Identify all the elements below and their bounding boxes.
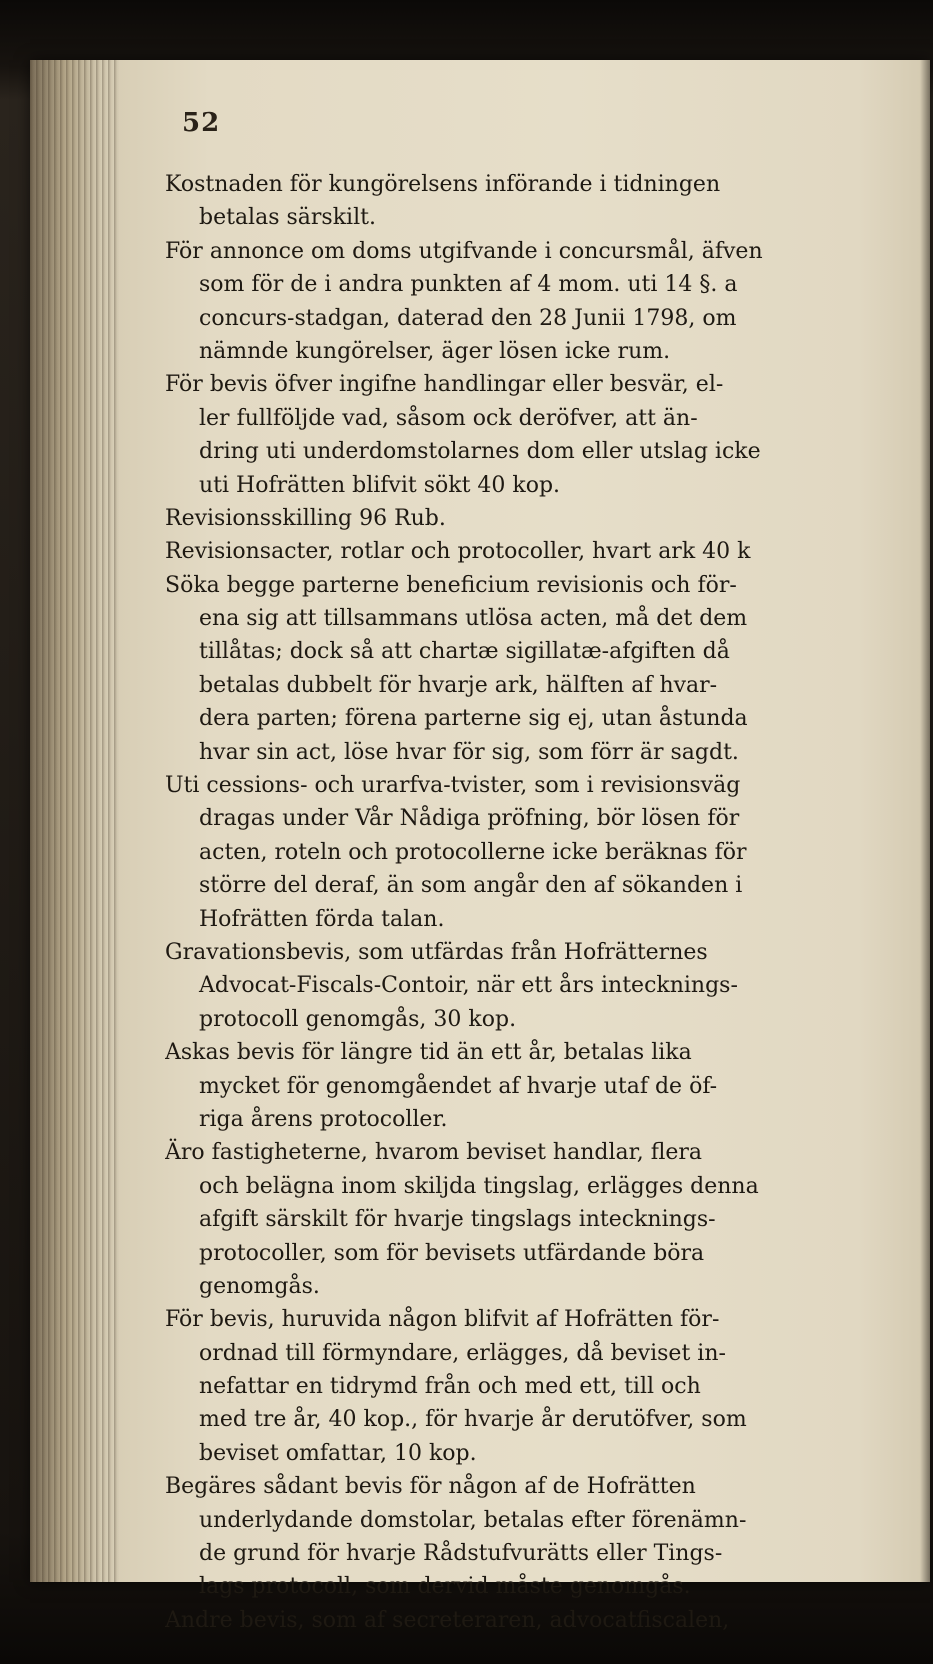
text-line: nämnde kungörelser, äger lösen icke rum.	[199, 338, 671, 364]
text-line: Askas bevis för längre tid än ett år, betalas lika	[165, 1040, 692, 1066]
text-line: de grund för hvarje Rådstufvurätts eller Tings-	[199, 1541, 723, 1567]
text-line: Kostnaden för kungörelsens införande i tidningen	[165, 172, 721, 197]
text-line: afgift särskilt för hvarje tingslags intecknings-	[199, 1207, 716, 1233]
text-line: uti Hofrätten blifvit sökt 40 kop.	[199, 472, 561, 498]
text-line: Andre bevis, som af secreteraren, advocatfiscalen,	[165, 1607, 730, 1633]
text-line: dragas under Vår Nådiga pröfning, bör lösen för	[199, 806, 740, 832]
text-line: som för de i andra punkten af 4 mom. uti 14 §. a	[199, 272, 738, 298]
text-line: protocoll genomgås, 30 kop.	[199, 1006, 517, 1032]
text-line: acten, roteln och protocollerne icke beräknas för	[199, 839, 747, 865]
text-line: underlydande domstolar, betalas efter förenämn-	[199, 1507, 747, 1533]
text-line: ordnad till förmyndare, erlägges, då beviset in-	[199, 1340, 726, 1366]
text-line: Revisionsacter, rotlar och protocoller, hvart ark 40 k	[165, 539, 751, 565]
text-line: För bevis, huruvida någon blifvit af Hofrätten för-	[165, 1307, 720, 1333]
text-line: Begäres sådant bevis för någon af de Hofrätten	[165, 1474, 696, 1500]
text-line: Revisionsskilling 96 Rub.	[165, 505, 446, 531]
text-line: hvar sin act, löse hvar för sig, som förr är sagdt.	[199, 739, 739, 765]
text-line: riga årens protocoller.	[199, 1106, 448, 1132]
text-line: Söka begge parterne beneficium revisionis och för-	[165, 572, 737, 598]
text-line: betalas särskilt.	[199, 205, 376, 231]
text-line: beviset omfattar, 10 kop.	[199, 1440, 477, 1466]
text-line: För annonce om doms utgifvande i concursmål, äfven	[165, 238, 763, 264]
text-line: dring uti underdomstolarnes dom eller utslag icke	[199, 439, 761, 465]
page-number: 52	[182, 108, 221, 138]
text-line: lags protocoll, som dervid måste genomgås.	[199, 1574, 691, 1600]
text-line: betalas dubbelt för hvarje ark, hälften af hvar-	[199, 672, 718, 698]
text-line: mycket för genomgåendet af hvarje utaf de öf-	[199, 1073, 718, 1099]
text-line: Äro fastigheterne, hvarom beviset handlar, flera	[165, 1140, 703, 1166]
text-line: större del deraf, än som angår den af sökanden i	[199, 873, 743, 899]
text-line: protocoller, som för bevisets utfärdande böra	[199, 1240, 705, 1266]
text-line: Gravationsbevis, som utfärdas från Hofrätternes	[165, 939, 708, 965]
text-line: Advocat-Fiscals-Contoir, när ett års intecknings-	[199, 973, 738, 999]
text-line: med tre år, 40 kop., för hvarje år derutöfver, som	[199, 1407, 747, 1433]
text-line: concurs-stadgan, daterad den 28 Junii 1798, om	[199, 305, 737, 331]
text-line: ler fullföljde vad, såsom ock deröfver, att än-	[199, 405, 698, 431]
text-line: genomgås.	[199, 1273, 320, 1299]
text-line: Hofrätten förda talan.	[199, 906, 445, 932]
text-line: Uti cessions- och urarfva-tvister, som i revisionsväg	[165, 773, 741, 799]
text-line: tillåtas; dock så att chartæ sigillatæ-afgiften då	[199, 639, 730, 665]
text-line: För bevis öfver ingifne handlingar eller besvär, el-	[165, 372, 724, 398]
text-line: ena sig att tillsammans utlösa acten, må det dem	[199, 606, 748, 632]
text-line: nefattar en tidrymd från och med ett, till och	[199, 1374, 701, 1400]
text-line: dera parten; förena parterne sig ej, utan åstunda	[199, 706, 748, 732]
text-line: och belägna inom skiljda tingslag, erlägges denna	[199, 1173, 759, 1199]
page-gutter	[30, 60, 120, 1582]
page-text	[165, 168, 925, 1637]
